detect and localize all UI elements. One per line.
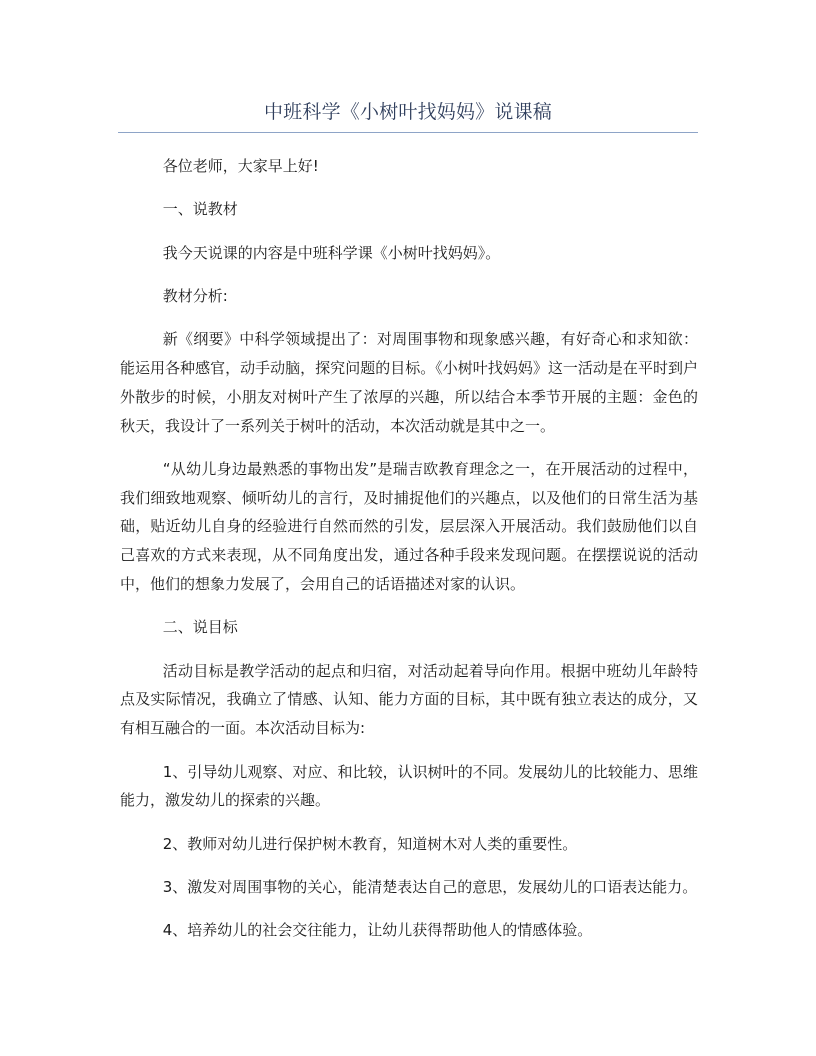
material-analysis-paragraph: 新《纲要》中科学领域提出了：对周围事物和现象感兴趣，有好奇心和求知欲：能运用各种感官，动手动脑，探究问题的目标。《小树叶找妈妈》这一活动是在平时到户外散步的时候，小朋友对树叶产生了浓厚的兴趣，所以结合本季节开展的主题：金色的秋天，我设计了一系列关于树叶的活动，本次活动就是其中之一。 — [120, 330, 698, 435]
subheading-material-analysis: 教材分析: — [162, 286, 228, 305]
objectives-intro-paragraph: 活动目标是教学活动的起点和归宿，对活动起着导向作用。根据中班幼儿年龄特点及实际情况，我确立了情感、认知、能力方面的目标，其中既有独立表达的成分，又有相互融合的一面。本次活动目标为: — [120, 661, 698, 738]
greeting-paragraph: 各位老师，大家早上好! — [162, 157, 319, 175]
reggio-philosophy-paragraph: “从幼儿身边最熟悉的事物出发”是瑞吉欧教育理念之一，在开展活动的过程中，我们细致地观察、倾听幼儿的言行，及时捕捉他们的兴趣点，以及他们的日常生活为基础，贴近幼儿自身的经验进行自然而然的引发，层层深入开展活动。我们鼓励他们以自己喜欢的方式来表现，从不同角度出发，通过各种手段来发现问题。在摆摆说说的活动中，他们的想象力发展了，会用自己的话语描述对家的认识。 — [120, 459, 698, 594]
document-body — [120, 152, 698, 960]
objective-list-item-3: 3、激发对周围事物的关心，能清楚表达自己的意思，发展幼儿的口语表达能力。 — [162, 877, 698, 896]
lesson-content-paragraph: 我今天说课的内容是中班科学课《小树叶找妈妈》。 — [162, 243, 501, 262]
document-title: 中班科学《小树叶找妈妈》说课稿 — [263, 101, 552, 123]
section-heading-teaching-material: 一、说教材 — [162, 200, 238, 219]
objective-list-item-4: 4、培养幼儿的社会交往能力，让幼儿获得帮助他人的情感体验。 — [162, 921, 593, 940]
section-heading-objectives: 二、说目标 — [162, 618, 238, 637]
objective-list-item-2: 2、教师对幼儿进行保护树木教育，知道树木对人类的重要性。 — [162, 834, 578, 853]
objective-list-item-1: 1、引导幼儿观察、对应、和比较，认识树叶的不同。发展幼儿的比较能力、思维能力，激发幼儿的探索的兴趣。 — [120, 762, 698, 810]
title-divider — [118, 132, 698, 133]
